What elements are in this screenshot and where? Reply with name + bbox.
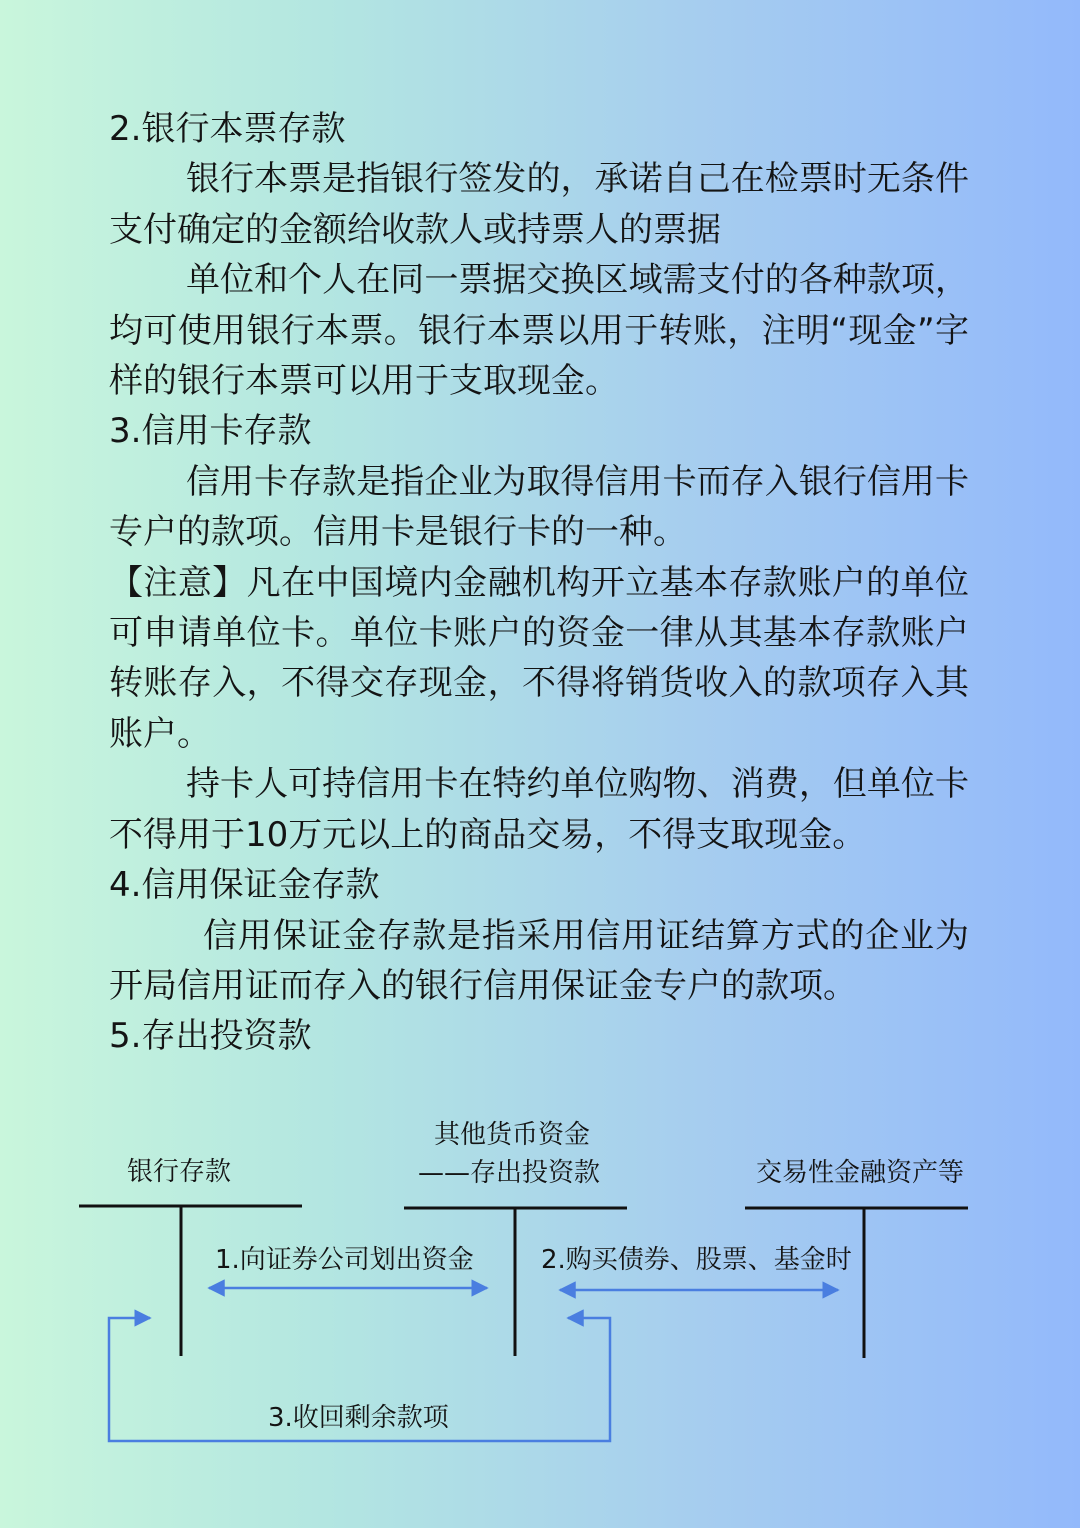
section-heading-bank-draft: 2.银行本票存款: [109, 109, 346, 149]
paragraph-bank-draft-usage: 单位和个人在同一票据交换区域需支付的各种款项，均可使用银行本票。银行本票以用于转账，注明“现金”字样的银行本票可以用于支取现金。: [109, 260, 969, 402]
section-heading-guarantee-deposit: 4.信用保证金存款: [109, 865, 380, 906]
section-heading-credit-card: 3.信用卡存款: [109, 411, 312, 452]
document-body: [109, 104, 969, 1062]
t-account-other-funds: [404, 1208, 627, 1356]
flow-label-1: 1.向证券公司划出资金: [215, 1245, 474, 1275]
flow-label-2: 2.购买债券、股票、基金时: [541, 1245, 852, 1275]
account-label-trading-assets: 交易性金融资产等: [756, 1158, 965, 1188]
section-heading-investment-deposit: 5.存出投资款: [109, 1016, 312, 1057]
flow-label-3: 3.收回剩余款项: [268, 1403, 449, 1433]
account-label-other-funds-sub: ——存出投资款: [418, 1158, 601, 1188]
paragraph-credit-card-usage: 持卡人可持信用卡在特约单位购物、消费，但单位卡不得用于10万元以上的商品交易，不得支取现金。: [109, 764, 969, 855]
account-label-bank: 银行存款: [127, 1157, 232, 1187]
t-account-trading-assets: [745, 1208, 968, 1358]
paragraph-credit-card-definition: 信用卡存款是指企业为取得信用卡而存入银行信用卡专户的款项。信用卡是银行卡的一种。: [109, 461, 969, 553]
account-label-other-funds: 其他货币资金: [434, 1120, 591, 1150]
paragraph-guarantee-deposit-definition: 信用保证金存款是指采用信用证结算方式的企业为开局信用证而存入的银行信用保证金专户的款项。: [109, 915, 969, 1006]
paragraph-credit-card-note: 【注意】凡在中国境内金融机构开立基本存款账户的单位可申请单位卡。单位卡账户的资金一律从其基本存款账户转账存入，不得交存现金，不得将销货收入的款项存入其账户。: [109, 562, 969, 754]
paragraph-bank-draft-definition: 银行本票是指银行签发的，承诺自己在检票时无条件支付确定的金额给收款人或持票人的票据: [109, 159, 969, 250]
t-account-flow-diagram: [0, 1110, 1080, 1470]
t-account-bank: [79, 1206, 302, 1356]
